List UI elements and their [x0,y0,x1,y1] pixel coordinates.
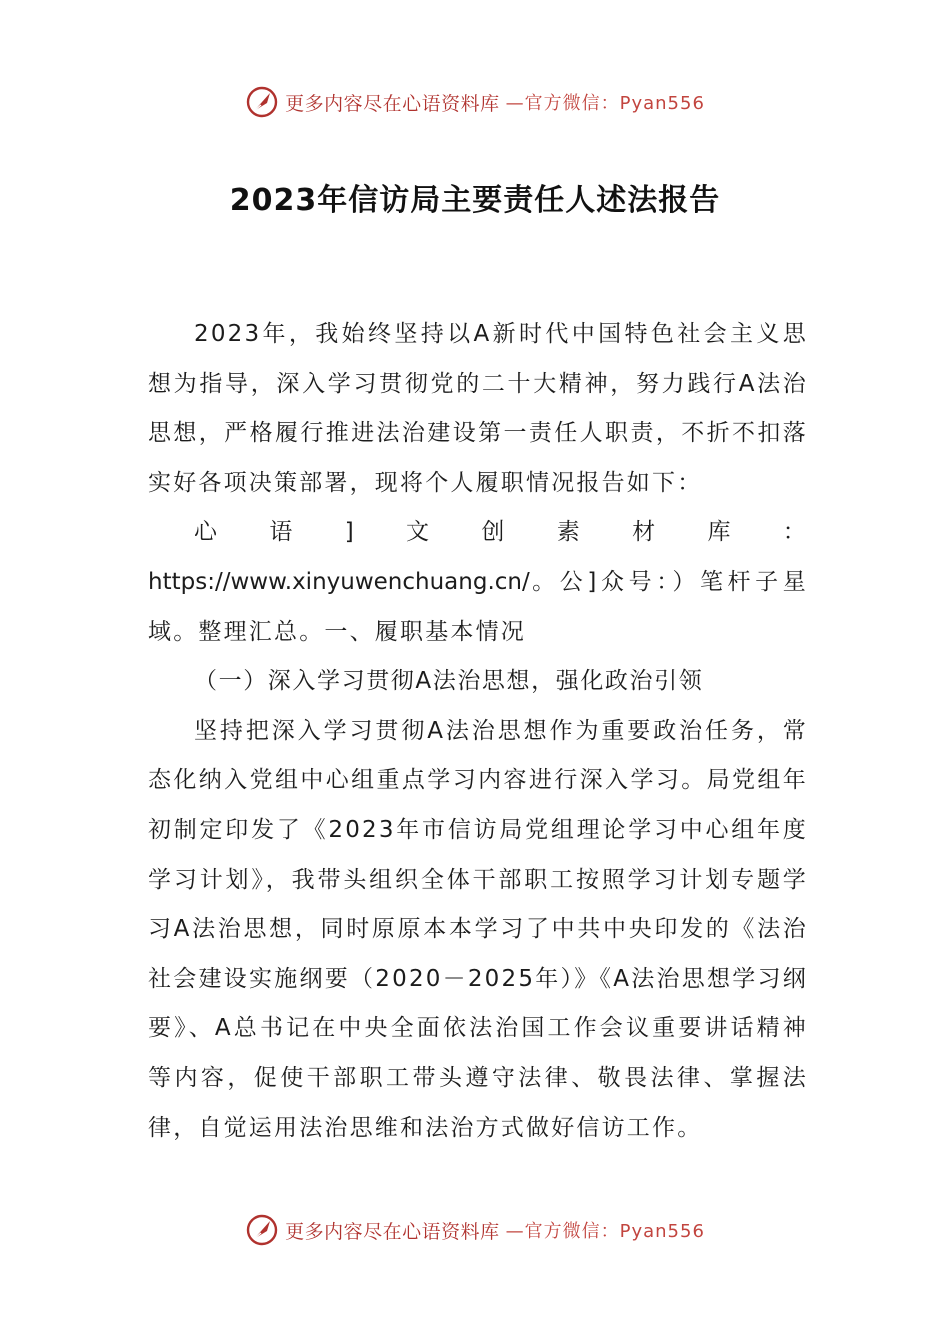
quill-logo-icon [245,1213,279,1247]
source-prefix: 心语]文创素材库： [194,519,808,546]
document-title: 2023年信访局主要责任人述法报告 [229,183,721,218]
quill-logo-icon [245,85,279,119]
source-suffix: 。公]众号：）笔杆子星域。整理汇总。一、履职基本情况 [148,568,808,645]
document-body [148,310,808,1153]
source-paragraph [148,508,808,657]
footer-watermark-banner [0,1210,950,1250]
banner-main-text: 更多内容尽在心语资料库 [285,92,500,115]
section-heading: （一）深入学习贯彻A法治思想，强化政治引领 [194,668,704,695]
banner-main-text: 更多内容尽在心语资料库 [285,1220,500,1243]
header-watermark-banner [0,82,950,122]
body-paragraph: 坚持把深入学习贯彻A法治思想作为重要政治任务，常态化纳入党组中心组重点学习内容进行深入学习。局党组年初制定印发了《2023年市信访局党组理论学习中心组年度学习计划》，我带头组织全体干部职工按照学习计划专题学习A法治思想，同时原原本本学习了中共中央印发的《法治社会建设实施纲要（2020－2025年）》《A法治思想学习纲要》、A总书记在中央全面依法治国工作会议重要讲话精神等内容，促使干部职工带头遵守法律、敬畏法律、掌握法律，自觉运用法治思维和法治方式做好信访工作。 [148,717,808,1141]
intro-paragraph: 2023年，我始终坚持以A新时代中国特色社会主义思想为指导，深入学习贯彻党的二十大精神，努力践行A法治思想，严格履行推进法治建设第一责任人职责，不折不扣落实好各项决策部署，现将个人履职情况报告如下： [148,321,808,496]
source-url: https://www.xinyuwenchuang.cn/ [148,568,530,595]
banner-sub-text: —官方微信：Pyan556 [505,93,705,114]
banner-sub-text: —官方微信：Pyan556 [505,1221,705,1242]
